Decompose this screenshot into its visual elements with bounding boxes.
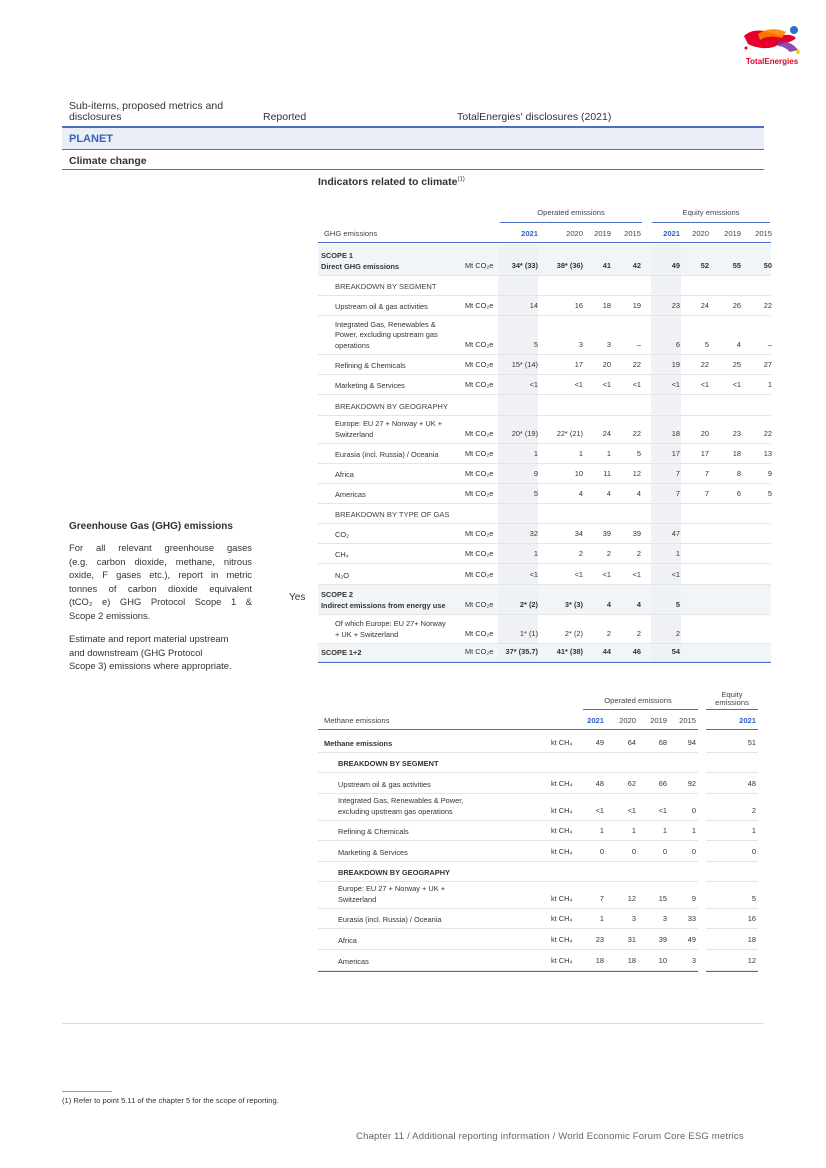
ch4-row-line-right: [706, 861, 758, 862]
row-label: BREAKDOWN BY SEGMENT: [335, 281, 437, 291]
ch4-header-underline-left: [318, 729, 698, 730]
row-value: 20: [700, 429, 709, 438]
row-value: 8: [736, 469, 741, 478]
row-value: 2* (2): [564, 629, 583, 638]
row-label: CH₄: [335, 549, 349, 559]
ch4-row-value: 0: [691, 806, 696, 815]
row-value: 2: [675, 629, 680, 638]
desc2-line: Estimate and report material upstream: [69, 633, 229, 644]
ch4-row-value: 12: [627, 894, 636, 903]
row-value: 2: [636, 549, 641, 558]
row-value: <1: [671, 570, 680, 579]
row-value: <1: [529, 570, 538, 579]
row-label: Europe: EU 27 + Norway + UK +: [335, 419, 443, 428]
row-value: 49: [671, 261, 680, 270]
row-value: 2: [606, 629, 611, 638]
ch4-row-label: excluding upstream gas operations: [338, 806, 453, 816]
footnote: (1) Refer to point 5.11 of the chapter 5 for the scope of reporting.: [62, 1096, 279, 1105]
ch4-row-line-right: [706, 772, 758, 773]
ch4-row-label: Americas: [338, 956, 369, 966]
row-unit: Mt CO₂e: [465, 301, 494, 310]
ch4-bottom-line-right: [706, 971, 758, 972]
row-value: 22: [632, 360, 641, 369]
row-value: 44: [602, 647, 611, 656]
content-end-divider: [62, 1023, 764, 1024]
equity-group-header: Equity emissions: [682, 208, 740, 217]
ch4-row-line-right: [706, 928, 758, 929]
row-value: 50: [763, 261, 772, 270]
row-value: <1: [671, 380, 680, 389]
row-value: 52: [700, 261, 709, 270]
row-value: 5: [636, 449, 641, 458]
row-value: <1: [574, 380, 583, 389]
ch4-row-value: 18: [627, 956, 636, 965]
ch4-row-value: 33: [687, 914, 696, 923]
ch4-row-line-right: [706, 949, 758, 950]
row-label: Upstream oil & gas activities: [335, 301, 428, 311]
table-row: [318, 564, 771, 585]
row-value: 41: [602, 261, 611, 270]
ch4-row-line-right: [706, 840, 758, 841]
desc2-line: and downstream (GHG Protocol: [69, 646, 203, 658]
row-value: –: [636, 340, 641, 349]
ch4-row-value: 94: [687, 738, 696, 747]
row-value: <1: [602, 570, 611, 579]
ch4-row-line-left: [318, 772, 698, 773]
ch4-row-unit: kt CH₄: [551, 826, 573, 835]
year-header: 2021: [663, 229, 680, 238]
ch4-row-line-left: [318, 840, 698, 841]
row-value: 18: [732, 449, 741, 458]
ch4-row-line-left: [318, 861, 698, 862]
ch4-row-value: 64: [627, 738, 636, 747]
row-unit: Mt CO₂e: [465, 629, 494, 638]
row-unit: Mt CO₂e: [465, 600, 494, 609]
ch4-row-value: 7: [599, 894, 604, 903]
row-label: Direct GHG emissions: [321, 261, 400, 271]
ch4-row-value: 0: [599, 847, 604, 856]
row-value: 1: [606, 449, 611, 458]
row-label: Refining & Chemicals: [335, 360, 406, 370]
ch4-row-value: 0: [691, 847, 696, 856]
ch4-row-value: 51: [747, 738, 756, 747]
header-col-metrics-line1: Sub-items, proposed metrics and: [69, 100, 224, 112]
row-value: 7: [704, 489, 709, 498]
ch4-row-unit: kt CH₄: [551, 894, 573, 903]
header-col-metrics-line2: disclosures: [69, 111, 122, 123]
pillar-band: [62, 128, 764, 150]
ch4-row-line-left: [318, 908, 698, 909]
ch4-row-value: 5: [751, 894, 756, 903]
row-value: 24: [602, 429, 611, 438]
row-value: 2: [578, 549, 583, 558]
ch4-row-line-left: [318, 881, 698, 882]
ch4-row-line-left: [318, 928, 698, 929]
row-value: 18: [602, 301, 611, 310]
row-value: 34* (33): [511, 261, 538, 270]
row-value: 17: [700, 449, 709, 458]
footnote-ref: (1): [457, 176, 465, 183]
row-value: 7: [675, 469, 680, 478]
row-value: 5: [533, 489, 538, 498]
reported-value: Yes: [289, 592, 306, 603]
ch4-year-header: 2015: [679, 716, 696, 725]
row-value: 2: [636, 629, 641, 638]
ch4-group-underline-equity: [706, 709, 758, 710]
row-value: 22: [632, 429, 641, 438]
row-unit: Mt CO₂e: [465, 469, 494, 478]
row-label: operations: [335, 340, 370, 350]
ch4-row-value: 23: [595, 935, 604, 944]
ch4-row-value: 48: [747, 779, 756, 788]
row-value: 9: [533, 469, 538, 478]
ch4-row-value: 62: [627, 779, 636, 788]
row-label: SCOPE 2: [321, 590, 354, 599]
row-unit: Mt CO₂e: [465, 570, 494, 579]
row-label: Indirect emissions from energy use: [321, 600, 446, 610]
row-value: 37* (35.7): [505, 647, 538, 656]
row-value: 22: [763, 429, 772, 438]
ch4-row-unit: kt CH₄: [551, 847, 573, 856]
row-label: SCOPE 1+2: [321, 647, 362, 657]
metric-description-2: [69, 632, 252, 673]
row-value: 13: [763, 449, 772, 458]
header-col-metrics: [69, 101, 223, 123]
row-value: 5: [675, 600, 680, 609]
row-value: 5: [767, 489, 772, 498]
ch4-row-value: 68: [658, 738, 667, 747]
desc1-line: oxide, F gases etc.), report in metric: [69, 569, 252, 580]
row-value: 4: [636, 489, 641, 498]
row-unit: Mt CO₂e: [465, 360, 494, 369]
row-label: BREAKDOWN BY TYPE OF GAS: [335, 509, 450, 519]
ch4-row-line-left: [318, 752, 698, 753]
row-value: <1: [632, 570, 641, 579]
desc1-line: For all relevant greenhouse gases: [69, 542, 252, 553]
year-header: 2019: [724, 229, 741, 238]
row-value: 1: [767, 380, 772, 389]
row-value: 5: [533, 340, 538, 349]
row-value: 23: [732, 429, 741, 438]
ch4-row-line-left: [318, 949, 698, 950]
row-value: 16: [574, 301, 583, 310]
ch4-equity-group-header-2: emissions: [715, 698, 749, 707]
table-row: [318, 244, 771, 276]
ch4-row-unit: kt CH₄: [551, 738, 573, 747]
row-unit: Mt CO₂e: [465, 429, 494, 438]
row-value: 20* (19): [511, 429, 538, 438]
ch4-row-label: Africa: [338, 935, 357, 945]
ch4-row-label: Methane emissions: [324, 738, 393, 748]
ch4-year-header: 2021: [587, 716, 604, 725]
ch4-row-label: Upstream oil & gas activities: [338, 779, 431, 789]
row-value: 19: [632, 301, 641, 310]
row-unit: Mt CO₂e: [465, 647, 494, 656]
ch4-row-unit: kt CH₄: [551, 914, 573, 923]
row-value: 27: [763, 360, 772, 369]
ch4-row-value: 12: [747, 956, 756, 965]
row-label: CO₂: [335, 529, 349, 539]
year-header: 2021: [521, 229, 538, 238]
row-value: 22: [763, 301, 772, 310]
ch4-year-header: 2019: [650, 716, 667, 725]
header-col-reported: Reported: [263, 111, 307, 123]
row-label: Eurasia (incl. Russia) / Oceania: [335, 449, 439, 459]
row-unit: Mt CO₂e: [465, 529, 494, 538]
row-value: 54: [671, 647, 680, 656]
row-unit: Mt CO₂e: [465, 489, 494, 498]
ch4-row-value: 1: [751, 826, 756, 835]
row-value: 19: [671, 360, 680, 369]
ch4-row-value: 1: [599, 826, 604, 835]
table-row: [318, 644, 771, 662]
ch4-row-line-right: [706, 820, 758, 821]
ch4-row-label: Marketing & Services: [338, 847, 408, 857]
row-value: 7: [704, 469, 709, 478]
ch4-row-value: 16: [747, 914, 756, 923]
ch4-row-value: <1: [595, 806, 604, 815]
ch4-row-value: 2: [751, 806, 756, 815]
row-value: 4: [578, 489, 583, 498]
ch4-group-underline-operated: [583, 709, 698, 710]
indicators-title-text: Indicators related to climate: [318, 176, 458, 188]
desc2-line: Scope 3) emissions where appropriate.: [69, 660, 232, 671]
table-bottom-line: [318, 662, 771, 663]
ch4-row-label: Refining & Chemicals: [338, 826, 409, 836]
ch4-row-unit: kt CH₄: [551, 779, 573, 788]
row-value: 10: [574, 469, 583, 478]
row-value: 5: [704, 340, 709, 349]
row-value: 18: [671, 429, 680, 438]
row-value: 1: [533, 449, 538, 458]
ch4-row-value: 1: [662, 826, 667, 835]
desc1-line: (tCO₂ e) GHG Protocol Scope 1 &: [69, 596, 252, 607]
row-value: 17: [671, 449, 680, 458]
row-value: 2: [606, 549, 611, 558]
header-underline: [318, 242, 771, 243]
row-label: Americas: [335, 489, 366, 499]
row-label: + UK + Switzerland: [335, 629, 399, 639]
ch4-header-underline-right: [706, 729, 758, 730]
metric-description-1: [69, 541, 252, 622]
desc1-line: (e.g. carbon dioxide, methane, nitrous: [69, 555, 252, 567]
ch4-row-value: 18: [747, 935, 756, 944]
row-value: 32: [529, 529, 538, 538]
row-value: 11: [603, 469, 611, 478]
ch4-row-value: 1: [631, 826, 636, 835]
desc1-line: Scope 2 emissions.: [69, 609, 151, 621]
row-label: N₂O: [335, 570, 349, 580]
ch4-row-value: <1: [658, 806, 667, 815]
row-value: 17: [574, 360, 583, 369]
ch4-label-header: Methane emissions: [324, 716, 390, 725]
row-value: 39: [602, 529, 611, 538]
ch4-row-line-right: [706, 908, 758, 909]
ch4-row-value: 49: [687, 935, 696, 944]
row-value: 3: [578, 340, 583, 349]
row-label: Of which Europe: EU 27+ Norway: [335, 619, 446, 628]
row-value: 23: [671, 301, 680, 310]
row-value: <1: [732, 380, 741, 389]
row-value: 24: [700, 301, 709, 310]
row-unit: Mt CO₂e: [465, 380, 494, 389]
row-value: 25: [732, 360, 741, 369]
brand-name: TotalEnergies: [745, 57, 799, 66]
row-label: Marketing & Services: [335, 380, 405, 390]
ch4-operated-group-header: Operated emissions: [604, 696, 672, 705]
ch4-row-value: 3: [691, 956, 696, 965]
row-unit: Mt CO₂e: [465, 549, 494, 558]
row-value: 1: [578, 449, 583, 458]
row-value: 42: [632, 261, 641, 270]
ch4-row-value: 0: [751, 847, 756, 856]
ch4-row-value: 66: [658, 779, 667, 788]
ch4-row-line-right: [706, 881, 758, 882]
year-header: 2019: [594, 229, 611, 238]
metric-title: Greenhouse Gas (GHG) emissions: [69, 521, 233, 532]
row-value: <1: [574, 570, 583, 579]
row-value: 4: [636, 600, 641, 609]
row-label: Africa: [335, 469, 354, 479]
row-value: 1* (1): [519, 629, 538, 638]
row-value: <1: [529, 380, 538, 389]
row-unit: Mt CO₂e: [465, 340, 494, 349]
row-value: 55: [732, 261, 741, 270]
ch4-row-value: <1: [627, 806, 636, 815]
row-label: SCOPE 1: [321, 251, 354, 260]
ch4-row-unit: kt CH₄: [551, 935, 573, 944]
ch4-row-value: 15: [658, 894, 667, 903]
footnote-divider: [62, 1091, 112, 1092]
row-value: 3: [606, 340, 611, 349]
ch4-row-line-right: [706, 793, 758, 794]
row-value: 12: [632, 469, 641, 478]
ch4-row-value: 39: [658, 935, 667, 944]
ghg-label-header: GHG emissions: [324, 229, 378, 238]
group-underline-equity: [652, 222, 770, 223]
ch4-row-value: 49: [595, 738, 604, 747]
ch4-row-value: 92: [687, 779, 696, 788]
year-header: 2020: [692, 229, 709, 238]
row-value: 20: [602, 360, 611, 369]
ch4-row-line-left: [318, 793, 698, 794]
ch4-row-label: Integrated Gas, Renewables & Power,: [338, 796, 464, 805]
row-value: 6: [736, 489, 741, 498]
row-value: 1: [533, 549, 538, 558]
row-value: 4: [606, 489, 611, 498]
ch4-row-value: 0: [662, 847, 667, 856]
ch4-row-unit: kt CH₄: [551, 806, 573, 815]
row-value: 3* (3): [564, 600, 583, 609]
theme-divider: [62, 169, 764, 170]
header-col-disclosures: TotalEnergies' disclosures (2021): [457, 111, 612, 123]
ch4-equity-group-header-1: Equity: [721, 690, 743, 699]
ch4-year-header: 2021: [739, 716, 756, 725]
ch4-row-value: 1: [599, 914, 604, 923]
row-value: 4: [606, 600, 611, 609]
row-value: 47: [671, 529, 680, 538]
ch4-row-label: BREAKDOWN BY GEOGRAPHY: [338, 867, 450, 877]
ch4-row-value: 48: [595, 779, 604, 788]
row-value: 26: [732, 301, 741, 310]
row-value: 7: [675, 489, 680, 498]
table-row: [318, 544, 771, 564]
pillar-title: PLANET: [69, 133, 113, 145]
ch4-row-value: 0: [631, 847, 636, 856]
year-header: 2015: [755, 229, 772, 238]
ch4-row-label: BREAKDOWN BY SEGMENT: [338, 758, 439, 768]
row-label: Power, excluding upstream gas: [335, 330, 438, 339]
theme-title: Climate change: [69, 155, 147, 167]
row-value: 1: [675, 549, 680, 558]
desc1-line: tonnes of carbon dioxide equivalent: [69, 582, 252, 594]
table-row: [318, 524, 771, 544]
row-value: <1: [632, 380, 641, 389]
row-value: 9: [767, 469, 772, 478]
indicators-title: [318, 176, 465, 188]
ch4-row-value: 3: [662, 914, 667, 923]
ch4-row-value: 9: [691, 894, 696, 903]
row-value: 6: [675, 340, 680, 349]
row-value: 34: [574, 529, 583, 538]
row-label: Switzerland: [335, 429, 374, 439]
row-label: Integrated Gas, Renewables &: [335, 319, 436, 329]
row-value: 39: [632, 529, 641, 538]
ch4-row-value: 18: [595, 956, 604, 965]
row-value: 15* (14): [511, 360, 538, 369]
row-value: –: [767, 340, 772, 349]
ch4-row-unit: kt CH₄: [551, 956, 573, 965]
row-value: 46: [632, 647, 641, 656]
ch4-row-label: Eurasia (incl. Russia) / Oceania: [338, 914, 442, 924]
row-value: 38* (36): [556, 261, 583, 270]
ch4-row-line-right: [706, 752, 758, 753]
page-footer: Chapter 11 / Additional reporting information / World Economic Forum Core ESG metrics: [356, 1131, 744, 1142]
row-label: BREAKDOWN BY GEOGRAPHY: [335, 401, 448, 411]
row-value: 22: [700, 360, 709, 369]
ch4-row-label: Switzerland: [338, 894, 377, 904]
row-value: 14: [529, 301, 538, 310]
ch4-row-label: Europe: EU 27 + Norway + UK +: [338, 884, 446, 893]
ch4-row-value: 10: [658, 956, 667, 965]
year-header: 2015: [624, 229, 641, 238]
row-value: <1: [700, 380, 709, 389]
group-underline-operated: [500, 222, 642, 223]
row-value: 4: [736, 340, 741, 349]
row-value: 22* (21): [556, 429, 583, 438]
row-unit: Mt CO₂e: [465, 261, 494, 270]
operated-group-header: Operated emissions: [537, 208, 605, 217]
row-value: <1: [602, 380, 611, 389]
row-unit: Mt CO₂e: [465, 449, 494, 458]
row-value: 2* (2): [519, 600, 538, 609]
year-header: 2020: [566, 229, 583, 238]
ch4-row-value: 1: [691, 826, 696, 835]
ch4-row-value: 3: [631, 914, 636, 923]
ch4-year-header: 2020: [619, 716, 636, 725]
row-value: 41* (38): [556, 647, 583, 656]
ch4-row-value: 31: [627, 935, 636, 944]
ch4-bottom-line-left: [318, 971, 698, 972]
ch4-row-line-left: [318, 820, 698, 821]
